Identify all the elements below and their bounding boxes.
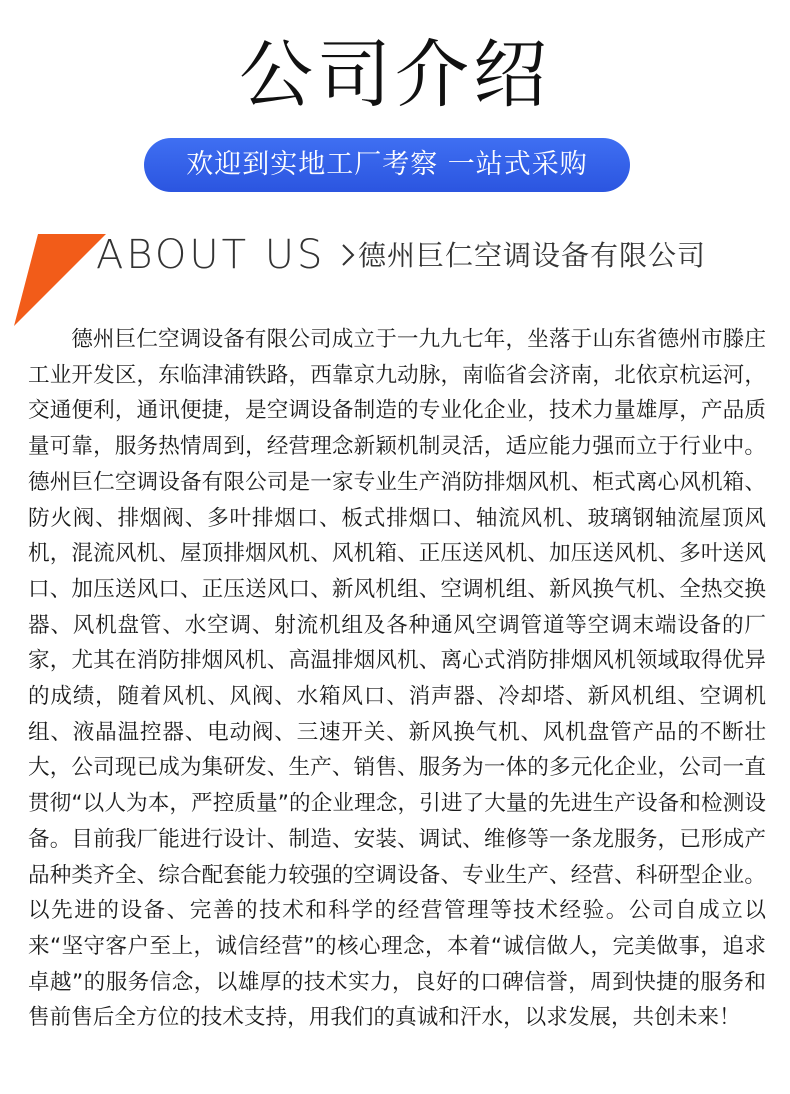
chevron-right-icon	[340, 242, 356, 268]
page-title: 公司介绍	[239, 32, 551, 118]
about-section-header	[0, 228, 790, 328]
welcome-banner: 欢迎到实地工厂考察 一站式采购	[144, 138, 630, 192]
orange-triangle	[12, 230, 108, 328]
company-name: 德州巨仁空调设备有限公司	[358, 239, 707, 272]
company-introduction: 德州巨仁空调设备有限公司成立于一九九七年，坐落于山东省德州市滕庄工业开发区，东临津浦铁路，西靠京九动脉，南临省会济南，北依京杭运河，交通便利，通讯便捷，是空调设备制造的专业化企业，技术力量雄厚，产品质量可靠，服务热情周到，经营理念新颖机制灵活，适应能力强而立于行业中。德州巨仁空调设备有限公司是一家专业生产消防排烟风机、柜式离心风机箱、防火阀、排烟阀、多叶排烟口、板式排烟口、轴流风机、玻璃钢轴流屋顶风机，混流风机、屋顶排烟风机、风机箱、正压送风机、加压送风机、多叶送风口、加压送风口、正压送风口、新风机组、空调机组、新风换气机、全热交换器、风机盘管、水空调、射流机组及各种通风空调管道等空调末端设备的厂家，尤其在消防排烟风机、高温排烟风机、离心式消防排烟风机领域取得优异的成绩，随着风机、风阀、水箱风口、消声器、冷却塔、新风机组、空调机组、液晶温控器、电动阀、三速开关、新风换气机、风机盘管产品的不断壮大，公司现已成为集研发、生产、销售、服务为一体的多元化企业，公司一直贯彻“以人为本，严控质量”的企业理念，引进了大量的先进生产设备和检测设备。目前我厂能进行设计、制造、安装、调试、维修等一条龙服务，已形成产品种类齐全、综合配套能力较强的空调设备、专业生产、经营、科研型企业。以先进的设备、完善的技术和科学的经营管理等技术经验。公司自成立以来“坚守客户至上，诚信经营”的核心理念，本着“诚信做人，完美做事，追求卓越”的服务信念，以雄厚的技术实力，良好的口碑信誉，周到快捷的服务和售前售后全方位的技术支持，用我们的真诚和汗水，以求发展，共创未来！	[28, 327, 766, 1031]
about-us-heading: ABOUT US	[96, 232, 326, 278]
